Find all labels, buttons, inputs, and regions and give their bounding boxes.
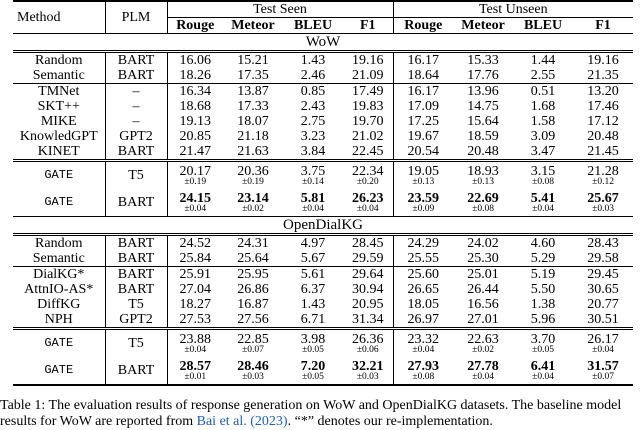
method-cell: Random — [13, 235, 105, 252]
score-value: 23.14 — [237, 190, 269, 206]
score-std: ±0.04 — [184, 344, 207, 355]
score-value: 31.57 — [587, 358, 619, 374]
value-cell: 20.54 — [393, 144, 453, 161]
value-cell — [453, 189, 513, 217]
value-cell: 16.87 — [237, 297, 269, 312]
score-value: 22.63 — [467, 331, 499, 347]
value-cell: 24.02 — [453, 235, 513, 252]
gate-row — [13, 329, 633, 358]
value-cell: 18.07 — [237, 114, 269, 129]
table-row — [13, 235, 633, 252]
score-value: 6.41 — [530, 358, 556, 374]
value-cell — [573, 189, 633, 217]
score-value: 19.05 — [407, 163, 440, 179]
score-std: ±0.06 — [356, 344, 379, 355]
value-cell: 5.61 — [283, 267, 343, 283]
value-cell: 17.35 — [237, 68, 269, 83]
value-cell: 2.46 — [300, 68, 326, 83]
value-cell: 16.06 — [167, 52, 223, 69]
value-cell: 25.84 — [167, 251, 223, 267]
method-cell: GATE — [13, 161, 105, 190]
value-cell: 4.97 — [283, 235, 343, 252]
score-std: ±0.03 — [592, 203, 614, 214]
value-cell — [223, 189, 283, 217]
value-cell: 18.68 — [167, 99, 223, 114]
value-cell: 25.60 — [393, 267, 453, 283]
plm-cell: BART — [105, 357, 167, 385]
plm-header: PLM — [105, 1, 167, 34]
table-row — [13, 114, 633, 129]
value-cell: 3.84 — [300, 144, 326, 159]
value-cell: 1.58 — [530, 114, 556, 129]
test-seen-header: Test Seen — [167, 1, 393, 18]
section-title: WoW — [13, 34, 633, 52]
value-cell: 15.64 — [467, 114, 499, 129]
score-value: 23.59 — [407, 190, 440, 206]
caption-line-2 — [0, 414, 640, 430]
table-row — [13, 84, 633, 100]
score-value: 3.15 — [530, 163, 556, 179]
value-cell: 20.95 — [352, 297, 384, 312]
value-cell — [167, 161, 223, 190]
score-std: ±0.20 — [356, 176, 379, 187]
value-cell: 19.67 — [393, 129, 453, 144]
value-cell: 1.44 — [513, 52, 573, 69]
score-std: ±0.13 — [412, 176, 435, 187]
score-value: 21.28 — [587, 163, 619, 179]
method-cell: KnowledGPT — [19, 129, 98, 144]
section-title: OpenDialKG — [13, 217, 633, 235]
header-row — [13, 1, 633, 18]
score-value: 27.78 — [467, 358, 499, 374]
score-value: 22.85 — [237, 331, 269, 347]
score-std: ±0.04 — [412, 344, 435, 355]
method-cell: DiffKG — [37, 297, 81, 312]
score-value: 26.17 — [587, 331, 619, 347]
value-cell: 29.58 — [587, 251, 619, 266]
score-std: ±0.01 — [184, 371, 207, 382]
plm-cell: T5 — [105, 329, 167, 358]
metric-header: Meteor — [223, 18, 283, 34]
method-cell: GATE — [44, 195, 74, 209]
score-value: 22.34 — [352, 163, 384, 179]
table-row — [13, 129, 633, 144]
table-row — [13, 312, 633, 329]
gate-row — [13, 189, 633, 217]
method-cell: Random — [13, 52, 105, 69]
gate-row — [13, 357, 633, 385]
value-cell: 28.43 — [573, 235, 633, 252]
citation-link[interactable]: Bai et al. (2023) — [196, 414, 288, 429]
value-cell — [513, 189, 573, 217]
value-cell: 24.29 — [393, 235, 453, 252]
table-row — [13, 282, 633, 297]
value-cell: 25.30 — [467, 251, 499, 266]
score-std: ±0.07 — [242, 344, 264, 355]
value-cell: 19.16 — [573, 52, 633, 69]
value-cell: 30.51 — [587, 312, 619, 327]
value-cell — [167, 189, 223, 217]
value-cell: 17.09 — [393, 99, 453, 114]
value-cell: 15.33 — [453, 52, 513, 69]
caption-text-a: results for WoW are reported from — [0, 414, 197, 429]
score-value: 7.20 — [300, 358, 326, 374]
method-header: Method — [13, 1, 105, 34]
value-cell: 31.34 — [352, 312, 384, 327]
value-cell: 29.59 — [352, 251, 384, 266]
value-cell — [513, 357, 573, 385]
score-std: ±0.07 — [592, 371, 614, 382]
value-cell: 1.43 — [283, 52, 343, 69]
value-cell: 22.45 — [352, 144, 384, 159]
score-value: 26.36 — [352, 331, 384, 347]
plm-cell: – — [105, 84, 167, 100]
value-cell: 17.46 — [587, 99, 619, 114]
score-std: ±0.03 — [242, 371, 264, 382]
value-cell — [343, 189, 393, 217]
score-std: ±0.08 — [472, 203, 494, 214]
method-cell: SKT++ — [37, 99, 80, 114]
score-value: 26.23 — [352, 190, 384, 206]
value-cell: 20.48 — [467, 144, 499, 159]
score-std: ±0.08 — [532, 176, 554, 187]
value-cell: 25.55 — [393, 251, 453, 267]
value-cell: 25.64 — [237, 251, 269, 266]
value-cell: 28.45 — [343, 235, 393, 252]
value-cell: 20.85 — [167, 129, 223, 144]
value-cell — [223, 357, 283, 385]
value-cell: 17.49 — [343, 84, 393, 100]
score-value: 20.36 — [237, 163, 269, 179]
score-std: ±0.12 — [592, 176, 614, 187]
table-row — [13, 144, 633, 161]
value-cell: 24.52 — [167, 235, 223, 252]
value-cell — [283, 329, 343, 358]
value-cell: 16.17 — [393, 52, 453, 69]
metric-header: Meteor — [453, 18, 513, 34]
value-cell: 29.64 — [343, 267, 393, 283]
metric-header: Rouge — [393, 18, 453, 34]
value-cell: 18.26 — [167, 68, 223, 84]
table-row — [13, 297, 633, 312]
value-cell: 0.51 — [513, 84, 573, 100]
score-value: 3.75 — [300, 163, 326, 179]
metric-header: F1 — [573, 18, 633, 34]
value-cell: 18.27 — [167, 297, 223, 312]
table-row — [13, 99, 633, 114]
score-value: 24.15 — [179, 190, 211, 206]
value-cell: 3.09 — [530, 129, 556, 144]
value-cell: 26.65 — [393, 282, 453, 297]
value-cell — [573, 329, 633, 358]
score-std: ±0.03 — [356, 371, 379, 382]
method-cell: Semantic — [32, 251, 85, 266]
value-cell: 1.68 — [530, 99, 556, 114]
value-cell: 5.96 — [530, 312, 556, 327]
value-cell: 13.96 — [453, 84, 513, 100]
plm-cell: – — [105, 99, 167, 114]
score-value: 20.17 — [179, 163, 211, 179]
results-table — [13, 0, 633, 386]
method-cell: KINET — [37, 144, 80, 159]
plm-cell: BART — [105, 68, 167, 84]
value-cell: 20.48 — [587, 129, 619, 144]
value-cell — [573, 357, 633, 385]
value-cell: 21.45 — [587, 144, 619, 159]
value-cell: 21.09 — [352, 68, 384, 83]
method-cell: GATE — [13, 329, 105, 358]
score-std: ±0.05 — [532, 344, 554, 355]
value-cell: 18.64 — [393, 68, 453, 84]
value-cell — [223, 161, 283, 190]
value-cell: 5.19 — [513, 267, 573, 283]
value-cell — [167, 329, 223, 358]
score-std: ±0.04 — [532, 203, 554, 214]
value-cell: 13.87 — [223, 84, 283, 100]
table-row — [13, 52, 633, 69]
value-cell: 0.85 — [283, 84, 343, 100]
value-cell: 24.31 — [223, 235, 283, 252]
metric-header: BLEU — [283, 18, 343, 34]
method-cell: Semantic — [32, 68, 85, 83]
value-cell: 29.45 — [573, 267, 633, 283]
value-cell: 3.23 — [300, 129, 326, 144]
score-std: ±0.04 — [184, 203, 207, 214]
value-cell — [453, 357, 513, 385]
value-cell — [393, 189, 453, 217]
score-std: ±0.14 — [302, 176, 324, 187]
plm-cell: BART — [105, 282, 167, 297]
plm-cell: BART — [105, 144, 167, 161]
value-cell: 19.70 — [352, 114, 384, 129]
value-cell — [393, 357, 453, 385]
plm-cell: T5 — [105, 297, 167, 312]
value-cell: 27.04 — [167, 282, 223, 297]
value-cell: 26.86 — [237, 282, 269, 297]
score-value: 28.57 — [179, 358, 211, 374]
value-cell: 25.01 — [453, 267, 513, 283]
plm-cell: GPT2 — [105, 129, 167, 144]
value-cell: 27.56 — [237, 312, 269, 327]
value-cell: 4.60 — [513, 235, 573, 252]
table-row — [13, 251, 633, 267]
score-std: ±0.19 — [242, 176, 264, 187]
value-cell: 13.20 — [573, 84, 633, 100]
value-cell: 25.95 — [223, 267, 283, 283]
score-std: ±0.04 — [356, 203, 379, 214]
value-cell — [453, 329, 513, 358]
value-cell — [453, 161, 513, 190]
score-std: ±0.04 — [592, 344, 614, 355]
value-cell: 19.16 — [343, 52, 393, 69]
score-std: ±0.04 — [472, 371, 494, 382]
plm-cell: GPT2 — [105, 312, 167, 329]
score-value: 23.32 — [407, 331, 440, 347]
value-cell: 14.75 — [467, 99, 499, 114]
method-cell: TMNet — [13, 84, 105, 100]
score-value: 23.88 — [179, 331, 211, 347]
value-cell: 21.18 — [237, 129, 269, 144]
test-unseen-header: Test Unseen — [393, 1, 633, 18]
plm-cell: – — [105, 114, 167, 129]
value-cell: 1.38 — [530, 297, 556, 312]
value-cell: 16.17 — [393, 84, 453, 100]
score-value: 28.46 — [237, 358, 269, 374]
value-cell: 18.59 — [467, 129, 499, 144]
method-cell: MIKE — [40, 114, 77, 129]
score-value: 18.93 — [467, 163, 499, 179]
value-cell: 3.47 — [530, 144, 556, 159]
plm-cell: T5 — [105, 161, 167, 190]
caption-line-1: Table 1: The evaluation results of response generation on WoW and OpenDialKG datasets. The baseline model — [0, 398, 622, 413]
value-cell: 21.47 — [167, 144, 223, 161]
score-std: ±0.02 — [472, 344, 494, 355]
score-std: ±0.09 — [412, 203, 435, 214]
value-cell: 18.05 — [393, 297, 453, 312]
plm-cell: BART — [105, 267, 167, 283]
score-value: 32.21 — [352, 358, 384, 374]
method-cell: NPH — [44, 312, 73, 327]
score-std: ±0.13 — [472, 176, 494, 187]
value-cell: 6.37 — [300, 282, 326, 297]
value-cell — [283, 357, 343, 385]
value-cell — [283, 161, 343, 190]
score-value: 25.67 — [587, 190, 619, 206]
value-cell: 5.50 — [530, 282, 556, 297]
value-cell: 16.56 — [467, 297, 499, 312]
value-cell: 17.12 — [587, 114, 619, 129]
value-cell: 27.01 — [467, 312, 499, 327]
score-value: 3.98 — [300, 331, 326, 347]
value-cell — [167, 357, 223, 385]
caption-text-b: . “*” denotes our re-implementation. — [287, 414, 493, 429]
section-header-row — [13, 217, 633, 235]
table-caption — [0, 398, 640, 430]
value-cell — [343, 161, 393, 190]
score-value: 5.41 — [530, 190, 556, 206]
score-value: 3.70 — [530, 331, 556, 347]
metric-header: Rouge — [167, 18, 223, 34]
value-cell — [513, 329, 573, 358]
plm-cell: BART — [105, 251, 167, 267]
value-cell: 19.13 — [167, 114, 223, 129]
score-value: 27.93 — [407, 358, 440, 374]
method-cell: GATE — [13, 357, 105, 385]
value-cell: 19.83 — [352, 99, 384, 114]
value-cell: 30.94 — [352, 282, 384, 297]
value-cell — [393, 161, 453, 190]
value-cell: 17.25 — [393, 114, 453, 129]
value-cell: 15.21 — [223, 52, 283, 69]
metric-header: BLEU — [513, 18, 573, 34]
value-cell: 21.02 — [352, 129, 384, 144]
value-cell: 30.65 — [587, 282, 619, 297]
score-std: ±0.04 — [302, 203, 324, 214]
value-cell: 27.53 — [167, 312, 223, 329]
value-cell: 6.71 — [300, 312, 326, 327]
value-cell — [343, 329, 393, 358]
score-std: ±0.02 — [242, 203, 264, 214]
value-cell — [223, 329, 283, 358]
score-std: ±0.19 — [184, 176, 207, 187]
value-cell: 25.91 — [167, 267, 223, 283]
method-cell: DialKG* — [13, 267, 105, 283]
value-cell: 5.29 — [530, 251, 556, 266]
value-cell — [513, 161, 573, 190]
score-value: 22.69 — [467, 190, 499, 206]
method-cell: AttnIO-AS* — [24, 282, 94, 297]
value-cell — [393, 329, 453, 358]
value-cell: 21.35 — [587, 68, 619, 83]
value-cell: 26.97 — [393, 312, 453, 329]
value-cell: 1.43 — [300, 297, 326, 312]
value-cell: 5.67 — [300, 251, 326, 266]
plm-cell: BART — [105, 52, 167, 69]
gate-row — [13, 161, 633, 190]
value-cell: 2.55 — [530, 68, 556, 83]
value-cell — [283, 189, 343, 217]
score-std: ±0.04 — [532, 371, 554, 382]
value-cell: 17.76 — [467, 68, 499, 83]
table-row — [13, 267, 633, 283]
score-std: ±0.08 — [412, 371, 435, 382]
value-cell: 16.34 — [167, 84, 223, 100]
value-cell — [343, 357, 393, 385]
value-cell: 2.75 — [300, 114, 326, 129]
score-std: ±0.05 — [302, 344, 324, 355]
value-cell: 21.63 — [237, 144, 269, 159]
score-std: ±0.05 — [302, 371, 324, 382]
section-header-row — [13, 34, 633, 52]
score-value: 5.81 — [300, 190, 326, 206]
metric-header: F1 — [343, 18, 393, 34]
value-cell: 17.33 — [237, 99, 269, 114]
table-row — [13, 68, 633, 84]
value-cell — [573, 161, 633, 190]
value-cell: 2.43 — [300, 99, 326, 114]
plm-cell: BART — [105, 189, 167, 217]
value-cell: 20.77 — [587, 297, 619, 312]
plm-cell: BART — [105, 235, 167, 252]
value-cell: 26.44 — [467, 282, 499, 297]
